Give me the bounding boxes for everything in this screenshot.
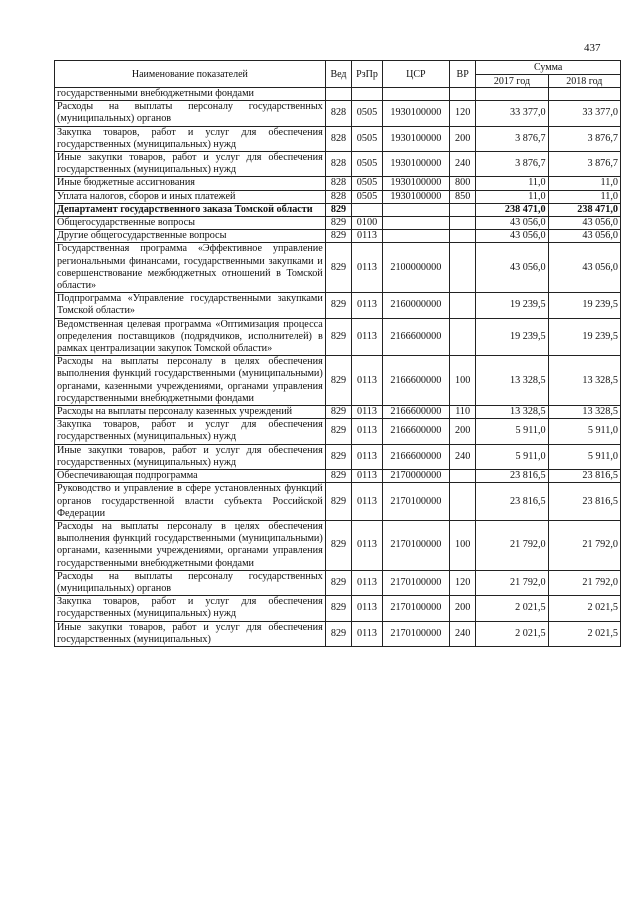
cell-csr: 1930100000 xyxy=(382,177,449,190)
table-row xyxy=(55,570,621,595)
cell-vr xyxy=(449,203,475,216)
cell-ved: 829 xyxy=(325,230,351,243)
cell-csr: 2166600000 xyxy=(382,356,449,406)
table-row xyxy=(55,419,621,444)
cell-csr: 2170100000 xyxy=(382,520,449,570)
cell-v2018: 11,0 xyxy=(548,177,620,190)
cell-vr xyxy=(449,230,475,243)
cell-vr xyxy=(449,88,475,101)
cell-ved: 829 xyxy=(325,483,351,521)
cell-v2018: 43 056,0 xyxy=(548,243,620,293)
cell-v2017: 11,0 xyxy=(476,177,548,190)
table-row xyxy=(55,470,621,483)
cell-rzpr xyxy=(352,203,383,216)
cell-v2017: 5 911,0 xyxy=(476,419,548,444)
cell-name: Закупка товаров, работ и услуг для обеспечения государственных (муниципальных) нужд xyxy=(55,419,326,444)
cell-rzpr: 0113 xyxy=(352,483,383,521)
cell-ved: 829 xyxy=(325,520,351,570)
cell-name: Государственная программа «Эффективное управление региональными финансами, государственными закупками и совершенствование межбюджетных отношений в Томской области» xyxy=(55,243,326,293)
cell-csr: 2166600000 xyxy=(382,406,449,419)
table-row xyxy=(55,190,621,203)
cell-name: Иные бюджетные ассигнования xyxy=(55,177,326,190)
cell-v2018: 43 056,0 xyxy=(548,217,620,230)
header-rzpr: РзПр xyxy=(352,61,383,88)
cell-rzpr xyxy=(352,88,383,101)
cell-v2018: 33 377,0 xyxy=(548,101,620,126)
cell-v2018: 23 816,5 xyxy=(548,470,620,483)
header-name: Наименование показателей xyxy=(55,61,326,88)
cell-v2018: 21 792,0 xyxy=(548,520,620,570)
cell-v2018: 43 056,0 xyxy=(548,230,620,243)
cell-csr: 2160000000 xyxy=(382,293,449,318)
cell-vr: 110 xyxy=(449,406,475,419)
header-2017: 2017 год xyxy=(476,75,548,88)
cell-ved: 828 xyxy=(325,190,351,203)
cell-csr: 1930100000 xyxy=(382,190,449,203)
cell-rzpr: 0505 xyxy=(352,126,383,151)
cell-name: Иные закупки товаров, работ и услуг для обеспечения государственных (муниципальных) xyxy=(55,621,326,646)
cell-rzpr: 0113 xyxy=(352,318,383,356)
cell-v2018: 13 328,5 xyxy=(548,356,620,406)
cell-name: Уплата налогов, сборов и иных платежей xyxy=(55,190,326,203)
cell-vr xyxy=(449,243,475,293)
cell-name: Закупка товаров, работ и услуг для обеспечения государственных (муниципальных) нужд xyxy=(55,126,326,151)
cell-rzpr: 0505 xyxy=(352,101,383,126)
cell-ved: 829 xyxy=(325,470,351,483)
cell-vr: 100 xyxy=(449,356,475,406)
cell-name: государственными внебюджетными фондами xyxy=(55,88,326,101)
cell-name: Иные закупки товаров, работ и услуг для обеспечения государственных (муниципальных) нужд xyxy=(55,444,326,469)
table-row xyxy=(55,177,621,190)
cell-rzpr: 0113 xyxy=(352,444,383,469)
cell-csr: 2170000000 xyxy=(382,470,449,483)
cell-vr: 120 xyxy=(449,101,475,126)
cell-v2017: 13 328,5 xyxy=(476,406,548,419)
table-row xyxy=(55,621,621,646)
cell-vr xyxy=(449,483,475,521)
cell-name: Подпрограмма «Управление государственными закупками Томской области» xyxy=(55,293,326,318)
cell-vr: 240 xyxy=(449,621,475,646)
table-body xyxy=(55,88,621,647)
cell-csr xyxy=(382,88,449,101)
cell-csr xyxy=(382,203,449,216)
table-row xyxy=(55,520,621,570)
cell-name: Общегосударственные вопросы xyxy=(55,217,326,230)
cell-rzpr: 0505 xyxy=(352,177,383,190)
cell-ved: 829 xyxy=(325,406,351,419)
cell-v2017: 238 471,0 xyxy=(476,203,548,216)
header-csr: ЦСР xyxy=(382,61,449,88)
cell-vr xyxy=(449,293,475,318)
cell-name: Департамент государственного заказа Томской области xyxy=(55,203,326,216)
cell-ved: 828 xyxy=(325,152,351,177)
cell-v2018: 19 239,5 xyxy=(548,318,620,356)
cell-rzpr: 0113 xyxy=(352,596,383,621)
cell-v2017: 21 792,0 xyxy=(476,520,548,570)
cell-v2017: 2 021,5 xyxy=(476,621,548,646)
cell-ved: 829 xyxy=(325,444,351,469)
budget-table xyxy=(54,60,621,647)
table-row xyxy=(55,596,621,621)
cell-vr: 200 xyxy=(449,419,475,444)
cell-v2018: 3 876,7 xyxy=(548,152,620,177)
table-row xyxy=(55,483,621,521)
cell-csr: 2100000000 xyxy=(382,243,449,293)
cell-v2018: 2 021,5 xyxy=(548,596,620,621)
table-row xyxy=(55,152,621,177)
cell-rzpr: 0505 xyxy=(352,190,383,203)
cell-ved xyxy=(325,88,351,101)
table-row xyxy=(55,217,621,230)
cell-ved: 829 xyxy=(325,419,351,444)
cell-v2017: 43 056,0 xyxy=(476,217,548,230)
table-row xyxy=(55,243,621,293)
cell-v2018: 5 911,0 xyxy=(548,444,620,469)
cell-v2017: 21 792,0 xyxy=(476,570,548,595)
cell-csr: 2170100000 xyxy=(382,570,449,595)
cell-rzpr: 0113 xyxy=(352,356,383,406)
cell-rzpr: 0113 xyxy=(352,243,383,293)
header-ved: Вед xyxy=(325,61,351,88)
cell-ved: 829 xyxy=(325,570,351,595)
table-row xyxy=(55,406,621,419)
cell-name: Закупка товаров, работ и услуг для обеспечения государственных (муниципальных) нужд xyxy=(55,596,326,621)
cell-rzpr: 0113 xyxy=(352,621,383,646)
cell-v2018: 238 471,0 xyxy=(548,203,620,216)
cell-vr xyxy=(449,470,475,483)
cell-csr: 1930100000 xyxy=(382,126,449,151)
cell-ved: 828 xyxy=(325,126,351,151)
cell-rzpr: 0113 xyxy=(352,406,383,419)
table-row xyxy=(55,88,621,101)
cell-ved: 829 xyxy=(325,203,351,216)
cell-name: Руководство и управление в сфере установленных функций органов государственной власти субъекта Российской Федерации xyxy=(55,483,326,521)
cell-name: Расходы на выплаты персоналу государственных (муниципальных) органов xyxy=(55,101,326,126)
cell-ved: 829 xyxy=(325,621,351,646)
cell-ved: 829 xyxy=(325,318,351,356)
cell-rzpr: 0113 xyxy=(352,230,383,243)
cell-rzpr: 0113 xyxy=(352,419,383,444)
cell-csr: 1930100000 xyxy=(382,152,449,177)
cell-vr: 120 xyxy=(449,570,475,595)
table-row xyxy=(55,356,621,406)
cell-name: Расходы на выплаты персоналу государственных (муниципальных) органов xyxy=(55,570,326,595)
cell-name: Расходы на выплаты персоналу казенных учреждений xyxy=(55,406,326,419)
cell-csr: 2166600000 xyxy=(382,318,449,356)
table-row xyxy=(55,101,621,126)
cell-v2018: 23 816,5 xyxy=(548,483,620,521)
cell-v2018: 2 021,5 xyxy=(548,621,620,646)
cell-csr: 2170100000 xyxy=(382,621,449,646)
cell-v2017: 3 876,7 xyxy=(476,126,548,151)
cell-v2017: 33 377,0 xyxy=(476,101,548,126)
header-vr: ВР xyxy=(449,61,475,88)
cell-vr: 200 xyxy=(449,126,475,151)
cell-v2018: 13 328,5 xyxy=(548,406,620,419)
cell-vr xyxy=(449,318,475,356)
cell-rzpr: 0505 xyxy=(352,152,383,177)
cell-name: Расходы на выплаты персоналу в целях обеспечения выполнения функций государственными (муниципальными) органами, казенными учреждениями, органами управления государственными внебюджетными фондами xyxy=(55,520,326,570)
cell-name: Иные закупки товаров, работ и услуг для обеспечения государственных (муниципальных) нужд xyxy=(55,152,326,177)
cell-v2018: 5 911,0 xyxy=(548,419,620,444)
cell-vr: 240 xyxy=(449,444,475,469)
cell-v2017: 5 911,0 xyxy=(476,444,548,469)
cell-vr: 100 xyxy=(449,520,475,570)
cell-rzpr: 0113 xyxy=(352,520,383,570)
cell-v2017 xyxy=(476,88,548,101)
table-row xyxy=(55,203,621,216)
cell-ved: 829 xyxy=(325,293,351,318)
cell-csr: 2170100000 xyxy=(382,483,449,521)
table-row xyxy=(55,318,621,356)
cell-v2018: 11,0 xyxy=(548,190,620,203)
cell-name: Ведомственная целевая программа «Оптимизация процесса определения поставщиков (подрядчиков, исполнителей) в рамках централизации закупок Томской области» xyxy=(55,318,326,356)
cell-v2018: 21 792,0 xyxy=(548,570,620,595)
cell-csr xyxy=(382,230,449,243)
cell-v2017: 3 876,7 xyxy=(476,152,548,177)
table-row xyxy=(55,444,621,469)
cell-rzpr: 0113 xyxy=(352,570,383,595)
cell-ved: 829 xyxy=(325,243,351,293)
cell-csr: 2170100000 xyxy=(382,596,449,621)
cell-v2017: 19 239,5 xyxy=(476,293,548,318)
header-sum: Сумма xyxy=(476,61,621,75)
cell-vr: 800 xyxy=(449,177,475,190)
cell-rzpr: 0100 xyxy=(352,217,383,230)
cell-v2018 xyxy=(548,88,620,101)
cell-v2018: 3 876,7 xyxy=(548,126,620,151)
header-2018: 2018 год xyxy=(548,75,620,88)
cell-name: Обеспечивающая подпрограмма xyxy=(55,470,326,483)
cell-ved: 828 xyxy=(325,101,351,126)
page-number: 437 xyxy=(584,42,601,54)
cell-v2017: 23 816,5 xyxy=(476,483,548,521)
cell-vr: 200 xyxy=(449,596,475,621)
cell-csr: 2166600000 xyxy=(382,444,449,469)
cell-vr: 240 xyxy=(449,152,475,177)
cell-ved: 829 xyxy=(325,356,351,406)
cell-ved: 829 xyxy=(325,217,351,230)
table-row xyxy=(55,126,621,151)
cell-v2017: 19 239,5 xyxy=(476,318,548,356)
cell-v2017: 23 816,5 xyxy=(476,470,548,483)
cell-v2017: 43 056,0 xyxy=(476,230,548,243)
cell-v2017: 2 021,5 xyxy=(476,596,548,621)
cell-name: Расходы на выплаты персоналу в целях обеспечения выполнения функций государственными (муниципальными) органами, казенными учреждениями, органами управления государственными внебюджетными фондами xyxy=(55,356,326,406)
cell-rzpr: 0113 xyxy=(352,470,383,483)
cell-v2017: 13 328,5 xyxy=(476,356,548,406)
cell-v2017: 11,0 xyxy=(476,190,548,203)
cell-csr: 1930100000 xyxy=(382,101,449,126)
cell-v2017: 43 056,0 xyxy=(476,243,548,293)
cell-name: Другие общегосударственные вопросы xyxy=(55,230,326,243)
cell-v2018: 19 239,5 xyxy=(548,293,620,318)
cell-rzpr: 0113 xyxy=(352,293,383,318)
cell-csr xyxy=(382,217,449,230)
cell-vr xyxy=(449,217,475,230)
table-row xyxy=(55,230,621,243)
cell-ved: 828 xyxy=(325,177,351,190)
cell-vr: 850 xyxy=(449,190,475,203)
table-row xyxy=(55,293,621,318)
cell-csr: 2166600000 xyxy=(382,419,449,444)
cell-ved: 829 xyxy=(325,596,351,621)
